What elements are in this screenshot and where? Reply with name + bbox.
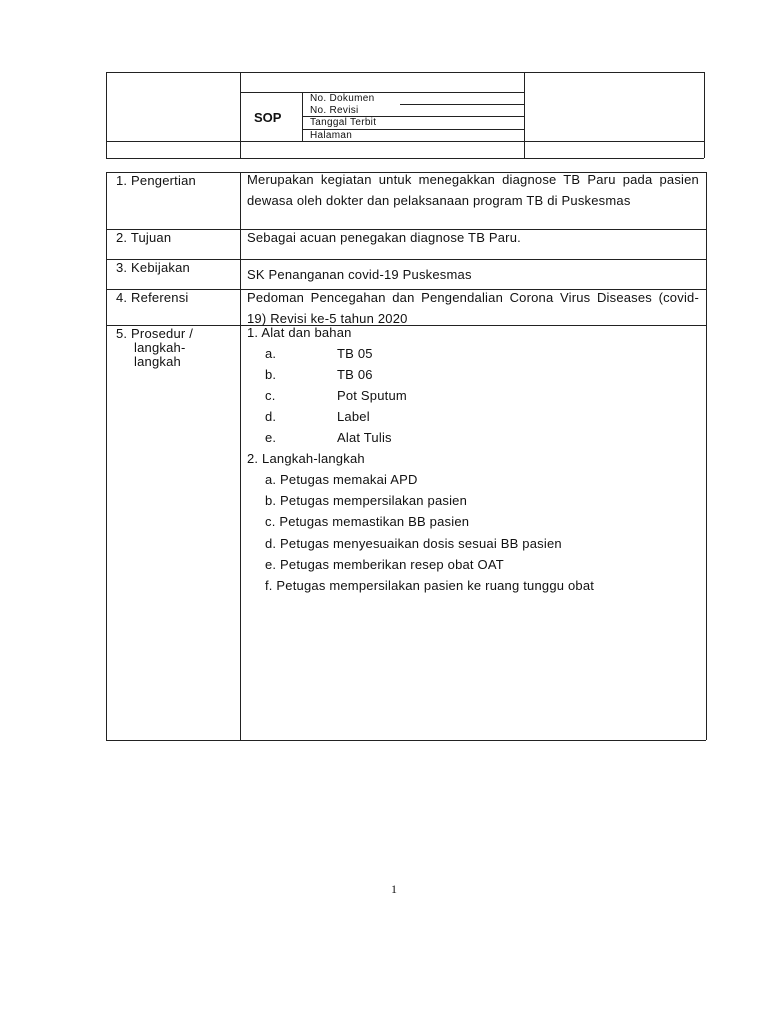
prosedur-label-line-3: langkah [134, 354, 181, 369]
header-col-divider-2 [524, 72, 525, 158]
table-border-bottom [106, 740, 706, 741]
langkah-title: 2. Langkah-langkah [247, 451, 365, 466]
alat-letter: b. [265, 367, 277, 382]
field-label-halaman: Halaman [310, 130, 353, 141]
langkah-item: d. Petugas menyesuaikan dosis sesuai BB pasien [265, 536, 562, 551]
kebijakan-label: 3. Kebijakan [116, 260, 190, 275]
alat-letter: c. [265, 388, 276, 403]
alat-letter: d. [265, 409, 277, 424]
table-border-right [706, 172, 707, 740]
tujuan-label: 2. Tujuan [116, 230, 172, 245]
pengertian-text: Merupakan kegiatan untuk menegakkan diagnose TB Paru pada pasien dewasa oleh dokter dan pelaksanaan program TB di Puskesmas [247, 172, 699, 208]
alat-item: TB 05 [337, 346, 373, 361]
header-border-right [704, 72, 705, 158]
referensi-text: Pedoman Pencegahan dan Pengendalian Corona Virus Diseases (covid-19) Revisi ke-5 tahun 2020 [247, 290, 699, 326]
table-col-divider [240, 172, 241, 740]
prosedur-label-line-2: langkah- [134, 340, 186, 355]
tujuan-text: Sebagai acuan penegakan diagnose TB Paru. [247, 230, 521, 245]
alat-item: Label [337, 409, 370, 424]
alat-bahan-title: 1. Alat dan bahan [247, 325, 352, 340]
header-border-bottom [106, 158, 704, 159]
langkah-item: a. Petugas memakai APD [265, 472, 418, 487]
alat-item: Alat Tulis [337, 430, 392, 445]
sop-title: SOP [254, 110, 282, 125]
header-border-left [106, 72, 107, 158]
alat-letter: a. [265, 346, 277, 361]
page-number: 1 [391, 882, 397, 896]
header-col-divider-1 [240, 72, 241, 158]
kebijakan-text: SK Penanganan covid-19 Puskesmas [247, 267, 472, 282]
field-label-no-revisi: No. Revisi [310, 105, 359, 116]
header-divider [106, 141, 704, 142]
row-divider [106, 259, 706, 260]
langkah-item: f. Petugas mempersilakan pasien ke ruang tunggu obat [265, 578, 595, 593]
alat-item: Pot Sputum [337, 388, 407, 403]
header-border-top [106, 72, 704, 73]
table-border-left [106, 172, 107, 740]
langkah-item: b. Petugas mempersilakan pasien [265, 493, 468, 508]
pengertian-label: 1. Pengertian [116, 173, 196, 188]
referensi-label: 4. Referensi [116, 290, 189, 305]
field-row-line [400, 104, 524, 105]
prosedur-label-line-1: 5. Prosedur / [116, 326, 194, 341]
alat-item: TB 06 [337, 367, 373, 382]
alat-letter: e. [265, 430, 277, 445]
header-title-divider [240, 92, 524, 93]
field-label-no-dokumen: No. Dokumen [310, 93, 375, 104]
langkah-item: c. Petugas memastikan BB pasien [265, 514, 470, 529]
langkah-item: e. Petugas memberikan resep obat OAT [265, 557, 504, 572]
field-label-tanggal-terbit: Tanggal Terbit [310, 117, 377, 128]
